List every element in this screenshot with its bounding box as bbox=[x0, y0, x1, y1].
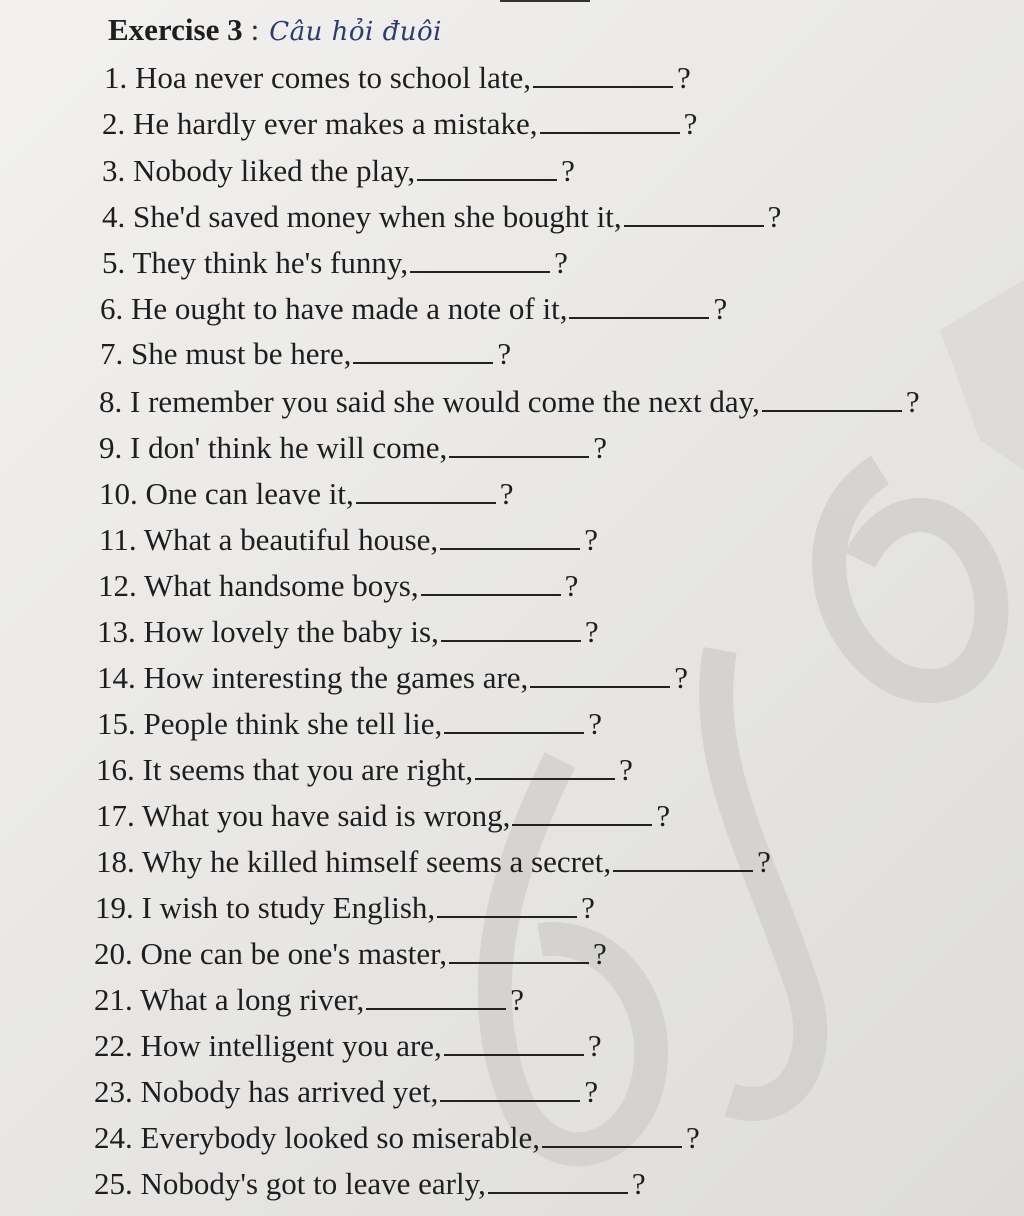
question-text: 1. Hoa never comes to school late, bbox=[104, 60, 531, 95]
question-mark: ? bbox=[674, 660, 689, 695]
question-line bbox=[99, 472, 514, 516]
question-mark: ? bbox=[581, 890, 595, 925]
question-line bbox=[97, 610, 599, 654]
question-mark: ? bbox=[767, 199, 782, 234]
question-text: 25. Nobody's got to leave early, bbox=[94, 1166, 486, 1201]
question-mark: ? bbox=[685, 1120, 700, 1155]
answer-blank bbox=[410, 243, 550, 273]
question-mark: ? bbox=[619, 752, 633, 787]
question-line bbox=[94, 1162, 646, 1206]
question-line bbox=[94, 1116, 700, 1160]
question-line bbox=[97, 702, 602, 746]
question-mark: ? bbox=[588, 706, 603, 741]
answer-blank bbox=[444, 1026, 584, 1056]
answer-blank bbox=[417, 151, 557, 181]
question-text: 13. How lovely the baby is, bbox=[97, 614, 439, 649]
question-mark: ? bbox=[510, 982, 524, 1017]
question-line bbox=[100, 332, 511, 376]
question-text: 22. How intelligent you are, bbox=[94, 1028, 442, 1063]
question-text: 20. One can be one's master, bbox=[94, 936, 447, 971]
question-line bbox=[99, 380, 920, 424]
answer-blank bbox=[421, 566, 561, 596]
question-line bbox=[96, 840, 771, 884]
question-mark: ? bbox=[757, 844, 771, 879]
answer-blank bbox=[533, 58, 673, 88]
answer-blank bbox=[512, 796, 652, 826]
question-text: 15. People think she tell lie, bbox=[97, 706, 443, 741]
answer-blank bbox=[440, 1072, 580, 1102]
question-line bbox=[95, 886, 595, 930]
answer-blank bbox=[449, 934, 589, 964]
question-line bbox=[94, 1070, 598, 1114]
question-text: 10. One can leave it, bbox=[99, 476, 354, 511]
question-mark: ? bbox=[593, 430, 608, 465]
answer-blank bbox=[542, 1118, 682, 1148]
question-text: 17. What you have said is wrong, bbox=[96, 798, 511, 833]
answer-blank bbox=[475, 750, 615, 780]
question-mark: ? bbox=[584, 522, 598, 557]
question-mark: ? bbox=[587, 1028, 602, 1063]
answer-blank bbox=[449, 428, 589, 458]
question-line bbox=[97, 656, 688, 700]
question-text: 11. What a beautiful house, bbox=[99, 522, 439, 557]
question-text: 21. What a long river, bbox=[94, 982, 365, 1017]
question-line bbox=[104, 56, 691, 100]
answer-blank bbox=[440, 520, 580, 550]
question-mark: ? bbox=[683, 106, 698, 141]
question-line bbox=[96, 748, 633, 792]
question-text: 9. I don' think he will come, bbox=[99, 430, 448, 465]
question-text: 12. What handsome boys, bbox=[98, 568, 419, 603]
answer-blank bbox=[624, 197, 764, 227]
question-line bbox=[98, 564, 578, 608]
answer-blank bbox=[441, 612, 581, 642]
question-mark: ? bbox=[656, 798, 671, 833]
question-text: 19. I wish to study English, bbox=[95, 890, 436, 925]
answer-blank bbox=[488, 1164, 628, 1194]
question-text: 2. He hardly ever makes a mistake, bbox=[102, 106, 538, 141]
question-mark: ? bbox=[564, 568, 579, 603]
question-text: 23. Nobody has arrived yet, bbox=[94, 1074, 439, 1109]
question-text: 7. She must be here, bbox=[100, 336, 352, 371]
answer-blank bbox=[444, 704, 584, 734]
question-mark: ? bbox=[676, 60, 691, 95]
question-line bbox=[100, 287, 727, 331]
title-separator: : bbox=[250, 12, 260, 47]
question-mark: ? bbox=[584, 1074, 599, 1109]
exercise-heading bbox=[108, 12, 442, 52]
question-mark: ? bbox=[713, 291, 728, 326]
question-line bbox=[102, 241, 568, 285]
question-text: 3. Nobody liked the play, bbox=[102, 153, 416, 188]
answer-blank bbox=[762, 382, 902, 412]
answer-blank bbox=[530, 658, 670, 688]
question-text: 18. Why he killed himself seems a secret, bbox=[96, 844, 612, 879]
question-text: 6. He ought to have made a note of it, bbox=[100, 291, 568, 326]
question-text: 8. I remember you said she would come the next day, bbox=[99, 384, 760, 419]
answer-blank bbox=[569, 289, 709, 319]
question-mark: ? bbox=[554, 245, 568, 280]
answer-blank bbox=[366, 980, 506, 1010]
question-text: 14. How interesting the games are, bbox=[97, 660, 529, 695]
answer-blank bbox=[356, 474, 496, 504]
answer-blank bbox=[540, 104, 680, 134]
question-text: 5. They think he's funny, bbox=[102, 245, 409, 280]
question-text: 24. Everybody looked so miserable, bbox=[94, 1120, 540, 1155]
question-text: 16. It seems that you are right, bbox=[96, 752, 474, 787]
question-line bbox=[102, 102, 697, 146]
question-line bbox=[94, 932, 607, 976]
question-line bbox=[96, 794, 670, 838]
question-line bbox=[99, 518, 598, 562]
question-line bbox=[102, 195, 781, 239]
question-line bbox=[99, 426, 607, 470]
question-mark: ? bbox=[584, 614, 599, 649]
question-text: 4. She'd saved money when she bought it, bbox=[102, 199, 622, 234]
answer-blank bbox=[437, 888, 577, 918]
question-mark: ? bbox=[499, 476, 514, 511]
answer-blank bbox=[353, 334, 493, 364]
question-line bbox=[102, 149, 575, 193]
question-mark: ? bbox=[592, 936, 607, 971]
question-mark: ? bbox=[561, 153, 575, 188]
exercise-title: Exercise 3 bbox=[108, 12, 243, 47]
question-line bbox=[94, 978, 524, 1022]
answer-blank bbox=[613, 842, 753, 872]
question-mark: ? bbox=[631, 1166, 646, 1201]
question-line bbox=[94, 1024, 602, 1068]
question-mark: ? bbox=[497, 336, 512, 371]
question-mark: ? bbox=[905, 384, 920, 419]
handwritten-subtitle: Câu hỏi đuôi bbox=[269, 17, 442, 47]
